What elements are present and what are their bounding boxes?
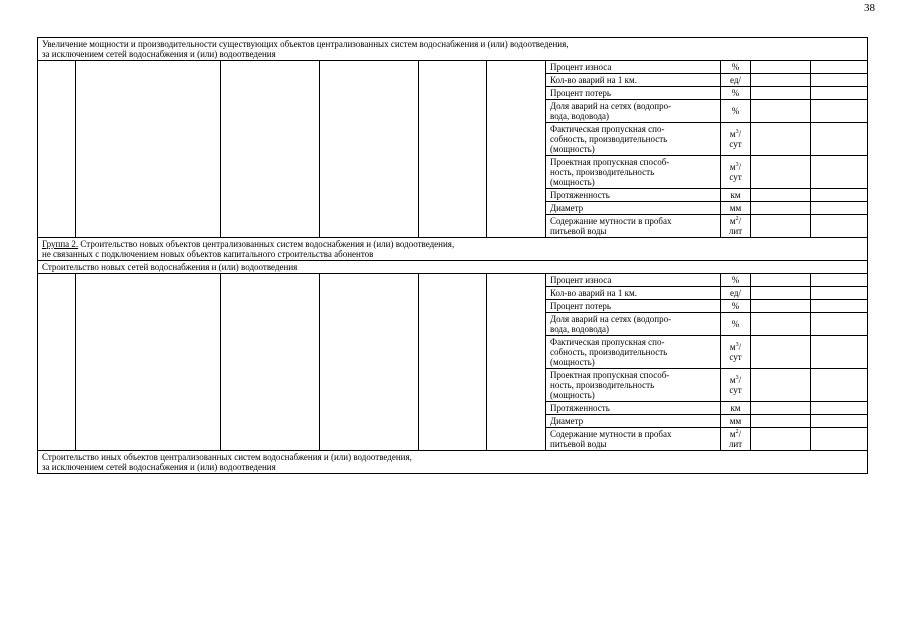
unit-exponent: 2 (735, 216, 739, 222)
value-cell (811, 189, 867, 201)
value-cell (811, 74, 867, 86)
indicator-unit (721, 402, 751, 414)
indicator-name-line: Кол-во аварий на 1 км. (550, 288, 637, 298)
unit-slash: / (738, 129, 742, 139)
indicator-name (546, 428, 721, 450)
indicator-name-line: (мощность) (550, 177, 595, 187)
empty-cell (76, 274, 221, 450)
indicator-unit (721, 87, 751, 99)
indicator-row (546, 428, 867, 450)
indicator-name-line: Доля аварий на сетях (водопро- (550, 314, 672, 324)
indicator-row (546, 156, 867, 189)
indicator-row (546, 189, 867, 202)
value-cell (751, 123, 811, 155)
indicator-row (546, 202, 867, 215)
indicator-row (546, 274, 867, 287)
unit-exponent: 3 (735, 162, 739, 168)
indicator-name-line: питьевой воды (550, 439, 607, 449)
indicator-unit (721, 189, 751, 201)
empty-cell (320, 274, 419, 450)
indicator-unit (721, 300, 751, 312)
indicator-row (546, 336, 867, 369)
value-cell (751, 74, 811, 86)
indicator-name-line: Диаметр (550, 416, 584, 426)
unit-text: % (731, 275, 740, 285)
indicator-name-line: ность, производительность (550, 167, 655, 177)
indicator-row (546, 215, 867, 237)
value-cell (811, 369, 867, 401)
indicator-name-line: Проектная пропускная способ- (550, 157, 670, 167)
unit-denominator: лит (728, 226, 743, 236)
indicator-name-line: Процент потерь (550, 88, 612, 98)
empty-cell (419, 61, 487, 237)
indicator-row (546, 87, 867, 100)
indicator-name-line: Процент износа (550, 275, 612, 285)
empty-cell (419, 274, 487, 450)
unit-text: мм (729, 203, 742, 213)
unit-text: % (731, 301, 740, 311)
unit-base: м (729, 429, 736, 439)
value-cell (811, 428, 867, 450)
indicators-table (546, 61, 867, 237)
indicator-name (546, 61, 721, 73)
indicator-name (546, 100, 721, 122)
indicator-unit (721, 61, 751, 73)
indicator-name-line: Проектная пропускная способ- (550, 370, 670, 380)
group-header-line (42, 239, 863, 249)
indicator-name (546, 87, 721, 99)
group-2-header (38, 238, 867, 261)
indicator-name-line: (мощность) (550, 144, 595, 154)
value-cell (811, 300, 867, 312)
value-cell (751, 87, 811, 99)
section-header-line: Строительство иных объектов централизованных систем водоснабжения и (или) водоотведения, (42, 452, 412, 462)
indicator-row (546, 123, 867, 156)
unit-denominator: лит (728, 439, 743, 449)
value-cell (811, 402, 867, 414)
section-header-other-objects (38, 451, 867, 473)
value-cell (811, 156, 867, 188)
indicator-name (546, 189, 721, 201)
group-label: Группа 2. (42, 239, 79, 249)
value-cell (751, 415, 811, 427)
unit-exponent: 2 (735, 429, 739, 435)
value-cell (751, 100, 811, 122)
indicator-name (546, 336, 721, 368)
indicator-name (546, 369, 721, 401)
value-cell (811, 123, 867, 155)
unit-denominator: сут (729, 172, 742, 182)
indicator-name-line: (мощность) (550, 390, 595, 400)
indicator-unit (721, 287, 751, 299)
indicator-row (546, 369, 867, 402)
indicator-row (546, 300, 867, 313)
indicator-unit (721, 274, 751, 286)
value-cell (751, 189, 811, 201)
unit-exponent: 3 (735, 129, 739, 135)
indicator-unit (721, 215, 751, 237)
indicator-name (546, 313, 721, 335)
empty-cell (221, 274, 320, 450)
value-cell (811, 415, 867, 427)
unit-text: ед/ (730, 75, 741, 85)
unit-base: м (729, 375, 736, 385)
unit-exponent: 3 (735, 342, 739, 348)
unit-exponent: 3 (735, 375, 739, 381)
value-cell (811, 215, 867, 237)
indicator-unit (721, 313, 751, 335)
measures-table (37, 37, 868, 474)
indicator-name-line: вода, водовода) (550, 111, 610, 121)
indicator-row (546, 287, 867, 300)
indicator-name-line: вода, водовода) (550, 324, 610, 334)
empty-cell (38, 274, 76, 450)
table-block (38, 274, 867, 451)
indicator-name (546, 156, 721, 188)
value-cell (811, 87, 867, 99)
value-cell (811, 100, 867, 122)
indicator-name-line: ность, производительность (550, 380, 655, 390)
unit-denominator: сут (729, 385, 742, 395)
empty-cell (38, 61, 76, 237)
unit-base: м (729, 129, 736, 139)
indicator-row (546, 100, 867, 123)
indicator-unit (721, 336, 751, 368)
indicator-row (546, 402, 867, 415)
indicator-unit (721, 369, 751, 401)
unit-base: м (729, 216, 736, 226)
indicator-unit (721, 100, 751, 122)
value-cell (751, 202, 811, 214)
indicator-name-line: Фактическая пропускная спо- (550, 337, 665, 347)
indicator-name-line: Содержание мутности в пробах (550, 429, 672, 439)
unit-denominator: сут (729, 139, 742, 149)
section-header-line: Строительство новых сетей водоснабжения и (или) водоотведения (42, 262, 298, 272)
indicator-name (546, 300, 721, 312)
unit-denominator: сут (729, 352, 742, 362)
indicator-unit (721, 415, 751, 427)
indicator-name-line: Протяженность (550, 190, 610, 200)
indicator-name-line: собность, производительность (550, 347, 668, 357)
value-cell (751, 300, 811, 312)
section-header-new-networks (38, 261, 867, 274)
indicator-unit (721, 428, 751, 450)
value-cell (751, 369, 811, 401)
indicator-row (546, 415, 867, 428)
indicator-name (546, 415, 721, 427)
unit-slash: / (738, 162, 742, 172)
unit-base: м (729, 162, 736, 172)
unit-text: км (730, 403, 741, 413)
indicator-name-line: Диаметр (550, 203, 584, 213)
indicator-name-line: Процент потерь (550, 301, 612, 311)
unit-text: ед/ (730, 288, 741, 298)
value-cell (751, 61, 811, 73)
value-cell (811, 274, 867, 286)
value-cell (751, 428, 811, 450)
value-cell (751, 402, 811, 414)
value-cell (751, 336, 811, 368)
indicator-name (546, 402, 721, 414)
unit-text: % (731, 106, 740, 116)
indicator-unit (721, 156, 751, 188)
empty-cell (221, 61, 320, 237)
value-cell (751, 287, 811, 299)
group-title: Строительство новых объектов централизованных систем водоснабжения и (или) водоотведения, (78, 239, 455, 249)
indicator-name-line: Кол-во аварий на 1 км. (550, 75, 637, 85)
indicator-row (546, 74, 867, 87)
indicator-name-line: Протяженность (550, 403, 610, 413)
indicator-name-line: питьевой воды (550, 226, 607, 236)
indicator-unit (721, 74, 751, 86)
value-cell (811, 287, 867, 299)
indicator-name (546, 74, 721, 86)
indicator-row (546, 61, 867, 74)
indicator-unit (721, 202, 751, 214)
value-cell (811, 61, 867, 73)
indicator-name-line: Содержание мутности в пробах (550, 216, 672, 226)
section-header-line: за исключением сетей водоснабжения и (или) водоотведения (42, 462, 276, 472)
value-cell (811, 313, 867, 335)
unit-text: мм (729, 416, 742, 426)
unit-slash: / (738, 342, 742, 352)
indicator-name (546, 123, 721, 155)
value-cell (811, 336, 867, 368)
indicator-row (546, 313, 867, 336)
section-header-line: Увеличение мощности и производительности существующих объектов централизованных систем водоснабжения и (или) водоотведения, (42, 39, 569, 49)
empty-cell (487, 61, 546, 237)
indicator-name-line: (мощность) (550, 357, 595, 367)
empty-cell (487, 274, 546, 450)
unit-slash: / (738, 429, 742, 439)
value-cell (751, 215, 811, 237)
indicator-name-line: Доля аварий на сетях (водопро- (550, 101, 672, 111)
value-cell (751, 313, 811, 335)
indicator-name-line: Процент износа (550, 62, 612, 72)
unit-slash: / (738, 216, 742, 226)
indicator-name (546, 287, 721, 299)
indicator-name (546, 202, 721, 214)
unit-slash: / (738, 375, 742, 385)
indicator-name-line: Фактическая пропускная спо- (550, 124, 665, 134)
indicator-name (546, 215, 721, 237)
unit-text: % (731, 319, 740, 329)
empty-cell (320, 61, 419, 237)
value-cell (811, 202, 867, 214)
unit-text: км (730, 190, 741, 200)
indicator-name-line: собность, производительность (550, 134, 668, 144)
indicators-table (546, 274, 867, 450)
group-header-line: не связанных с подключением новых объектов капитального строительства абонентов (42, 249, 374, 259)
section-header-line: за исключением сетей водоснабжения и (или) водоотведения (42, 49, 276, 59)
unit-text: % (731, 62, 740, 72)
indicator-unit (721, 123, 751, 155)
value-cell (751, 274, 811, 286)
empty-cell (76, 61, 221, 237)
indicator-name (546, 274, 721, 286)
section-header-capacity-increase (38, 38, 867, 61)
unit-base: м (729, 342, 736, 352)
page-number: 38 (864, 2, 875, 14)
value-cell (751, 156, 811, 188)
table-block (38, 61, 867, 238)
unit-text: % (731, 88, 740, 98)
